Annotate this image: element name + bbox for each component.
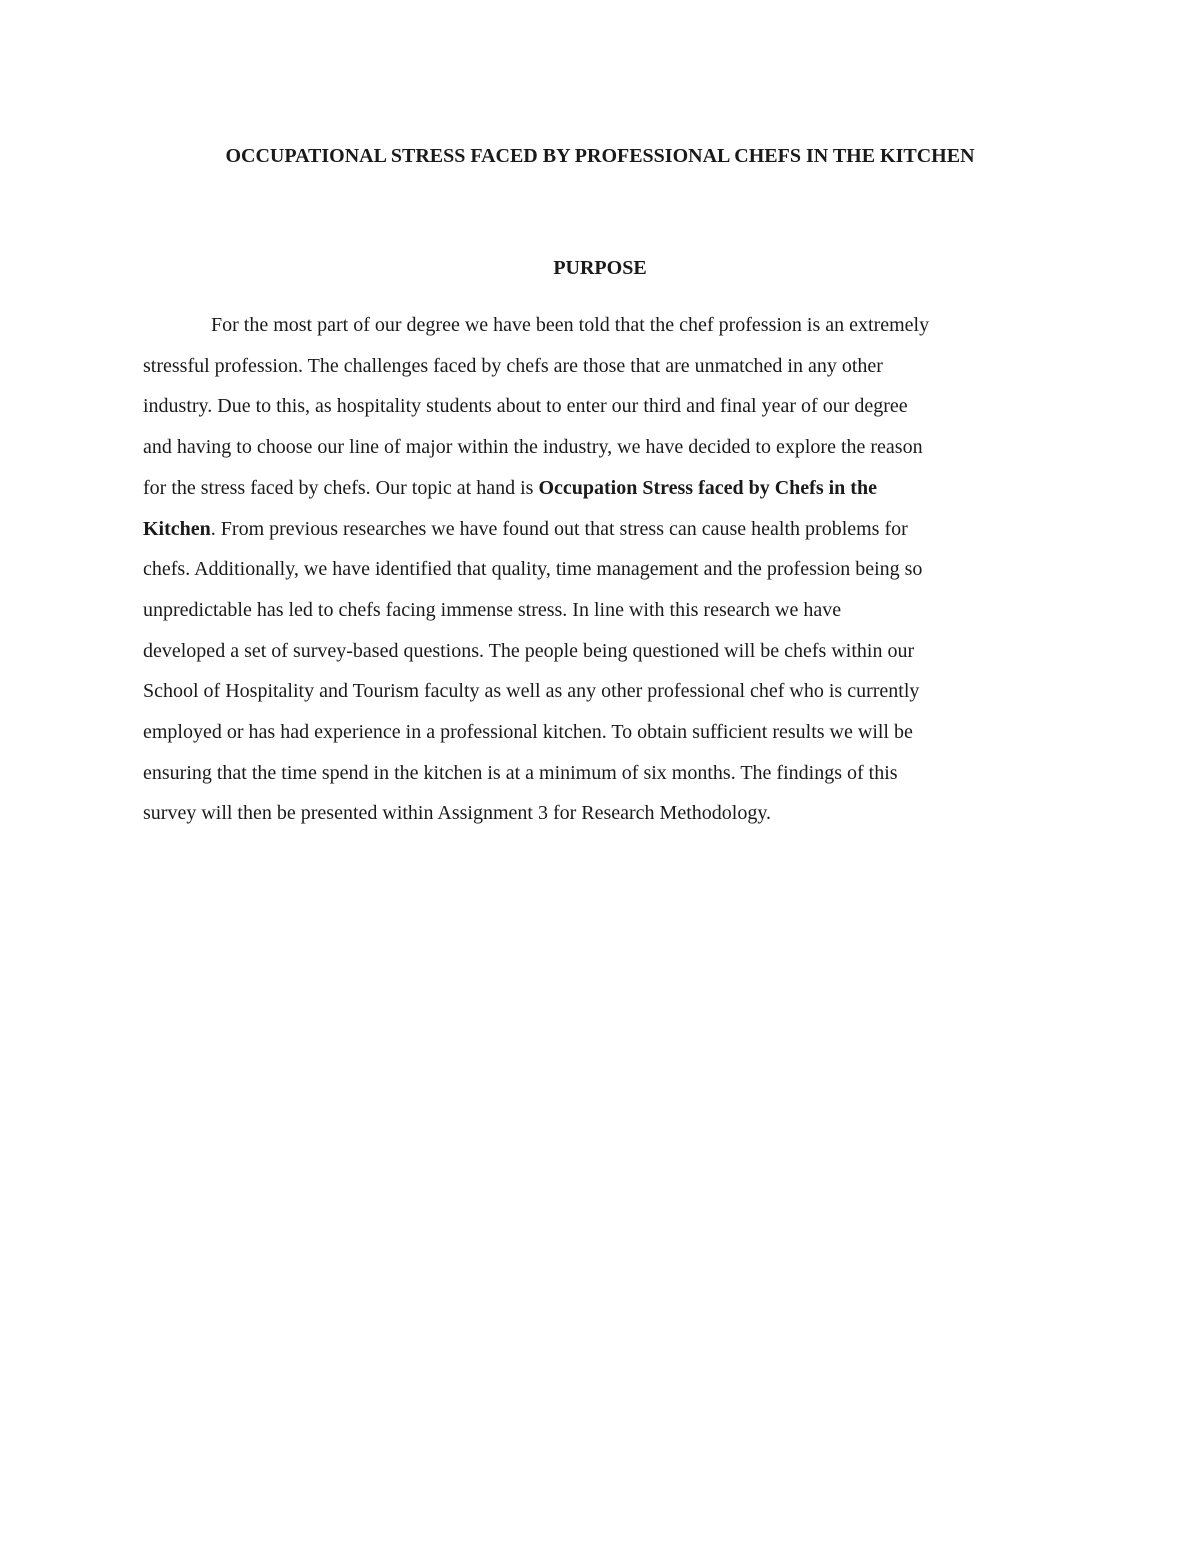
paragraph-line: School of Hospitality and Tourism faculty as well as any other professional chef who is currently: [143, 680, 920, 703]
topic-emphasis: Kitchen: [143, 517, 211, 540]
line-text: . From previous researches we have found out that stress can cause health problems for: [210, 517, 908, 540]
paragraph-line: [143, 468, 1068, 509]
paragraph-line: ensuring that the time spend in the kitchen is at a minimum of six months. The findings of this: [143, 761, 898, 784]
topic-emphasis: Occupation Stress faced by Chefs in the: [538, 476, 877, 499]
paragraph-line: For the most part of our degree we have been told that the chef profession is an extremely: [211, 314, 930, 336]
paragraph-line: employed or has had experience in a professional kitchen. To obtain sufficient results we will be: [143, 721, 913, 744]
line-text: for the stress faced by chefs. Our topic at hand is: [143, 476, 539, 499]
paragraph-line: unpredictable has led to chefs facing immense stress. In line with this research we have: [143, 598, 842, 621]
paragraph-line: developed a set of survey-based questions. The people being questioned will be chefs within our: [143, 639, 915, 662]
paragraph-line: [143, 509, 1068, 550]
paragraph-line: and having to choose our line of major within the industry, we have decided to explore the reason: [143, 436, 923, 459]
paragraph-line: survey will then be presented within Assignment 3 for Research Methodology.: [143, 802, 772, 825]
section-heading-purpose: PURPOSE: [553, 257, 647, 279]
purpose-paragraph: [143, 305, 1068, 834]
paragraph-line: chefs. Additionally, we have identified that quality, time management and the profession being so: [143, 558, 923, 581]
paragraph-line: industry. Due to this, as hospitality students about to enter our third and final year of our degree: [143, 395, 908, 418]
paragraph-line: stressful profession. The challenges faced by chefs are those that are unmatched in any other: [143, 354, 883, 377]
document-title: OCCUPATIONAL STRESS FACED BY PROFESSIONAL CHEFS IN THE KITCHEN: [225, 145, 975, 167]
